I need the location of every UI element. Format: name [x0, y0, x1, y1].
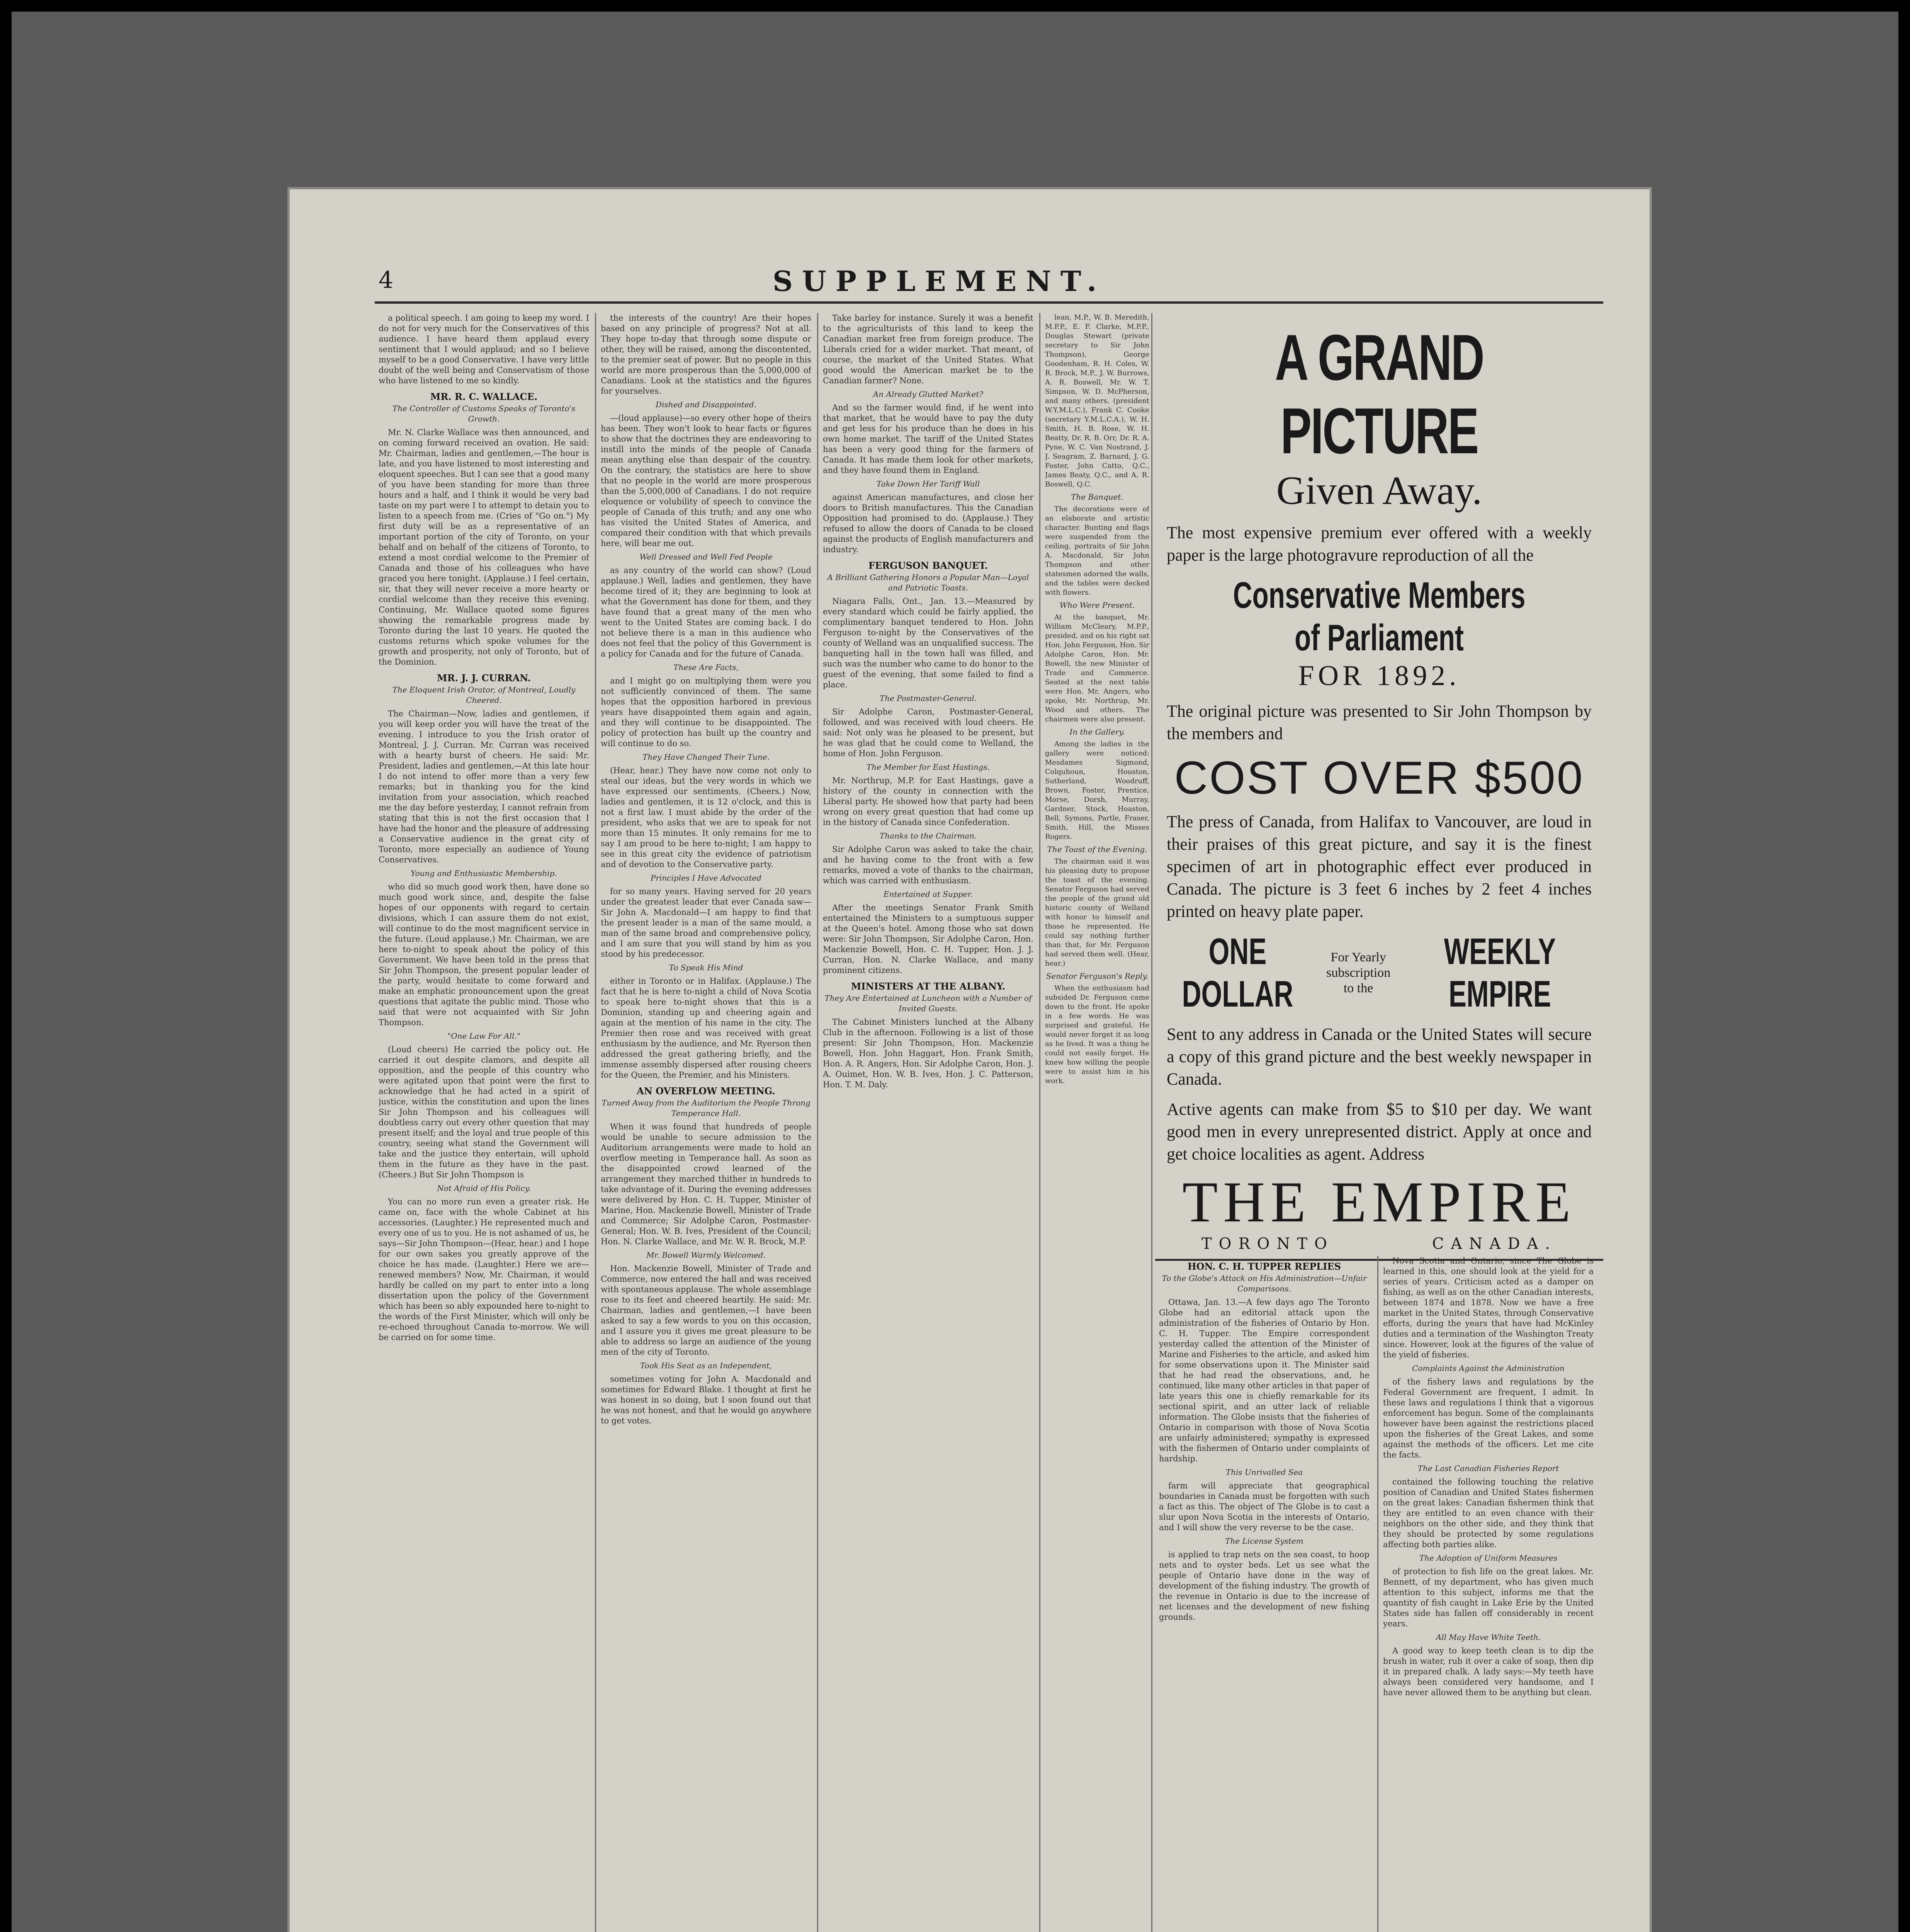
newspaper-page — [290, 189, 1650, 1932]
section-heading: MR. J. J. CURRAN. — [437, 672, 531, 684]
page-number: 4 — [379, 267, 394, 294]
ad-city: TORONTO — [1201, 1235, 1334, 1253]
column-2 — [601, 313, 811, 1932]
article-text: When the enthusiasm had subsided Dr. Ferguson came down to the front. He spoke in a few words. He was surprised and grateful. He would never forget it as long as he lived. It was a thing he could not easily forget. He knew how willing the people were to assist him in his work. — [1045, 984, 1149, 1085]
subheading: In the Gallery. — [1069, 727, 1125, 736]
ad-title: A GRAND PICTURE — [1275, 321, 1483, 467]
subheading: Thanks to the Chairman. — [879, 831, 977, 840]
subheading: Senator Ferguson's Reply. — [1046, 971, 1149, 981]
article-text: And so the farmer would find, if he went into that market, that he would have to pay the duty and get less for his produce than he does in his own home market. The tariff of the United States has been a very good thing for the farmers of Canada. It has made them look for other markets, and they have found them in England. — [823, 403, 1033, 475]
subheading: They Are Entertained at Luncheon with a Number of Invited Guests. — [824, 993, 1032, 1013]
ad-yearly: For Yearly subscription to the — [1326, 950, 1391, 995]
subheading: The Controller of Customs Speaks of Toronto's Growth. — [392, 404, 576, 423]
section-heading: AN OVERFLOW MEETING. — [637, 1085, 775, 1097]
article-text: the interests of the country! Are their hopes based on any principle of progress? Not at all. They hope to-day that through some dispute or other, they will be raised, among the discontented, to the premier seat of power. But no people in this world are more prosperous than the 5,000,000 of Canadians. Look at the statistics and the figures for yourselves. — [601, 313, 811, 396]
subheading: Entertained at Supper. — [883, 889, 973, 899]
article-text: of protection to fish life on the great lakes. Mr. Bennett, of my department, who has given much attention to this subject, informs me that the quantity of fish caught in Lake Erie by the United States side has fallen off considerably in recent years. — [1383, 1567, 1594, 1628]
article-text: The decorations were of an elaborate and artistic character. Bunting and flags were suspended from the ceiling, portraits of Sir John A. Macdonald, Sir John Thompson and other statesmen adorned the walls, and the tables were decked with flowers. — [1045, 505, 1149, 597]
article-text: When it was found that hundreds of people would be unable to secure admission to the Auditorium arrangements were made to hold an overflow meeting in Temperance hall. As soon as the disappointed crowd learned of the arrangement they marched thither in hundreds to take advantage of it. During the evening addresses were delivered by Hon. C. H. Tupper, Minister of Marine, Hon. Mackenzie Bowell, Minister of Trade and Commerce; Sir Adolphe Caron, Postmaster-General; Hon. W. B. Ives, President of the Council; Hon. N. Clarke Wallace, and Mr. W. R. Brock, M.P. — [601, 1122, 811, 1246]
subheading: This Unrivalled Sea — [1225, 1468, 1303, 1477]
article-text: for so many years. Having served for 20 years under the greatest leader that ever Canada saw—Sir John A. Macdonald—I am happy to find that the present leader is a man of the same mould, a man of the same broad and comprehensive policy, and I am sure that you will stand by him as you stood by his predecessor. — [601, 887, 811, 959]
subheading: Take Down Her Tariff Wall — [876, 479, 980, 488]
ad-empire-name: THE EMPIRE — [1182, 1170, 1576, 1234]
column-rule — [1377, 1256, 1378, 1932]
subheading: The Postmaster-General. — [879, 694, 977, 703]
subheading: The Adoption of Uniform Measures — [1419, 1553, 1558, 1563]
ad-country: CANADA. — [1432, 1235, 1557, 1253]
ad-year: FOR 1892. — [1298, 660, 1460, 692]
section-heading: FERGUSON BANQUET. — [868, 560, 988, 571]
article-text: (Loud cheers) He carried the policy out. He carried it out despite clamors, and despite all opposition, and the people of this country who were agitated upon that point were the first to acknowledge that he had acted in a spirit of justice, within the constitution and upon the lines Sir John Thompson and his colleagues will doubtless carry out every other question that may present itself; and the loyal and true people of this country, seeing what stand the Government will take and the justice they entertain, will uphold them in the future as they have in the past. (Cheers.) But Sir John Thompson is — [379, 1045, 589, 1179]
article-text: of the fishery laws and regulations by the Federal Government are frequent, I admit. In these laws and regulations I think that a vigorous enforcement has begun. Some of the complainants however have been against the restrictions placed upon the fisheries of the Great Lakes, and some against the methods of the officers. Let me cite the facts. — [1383, 1377, 1594, 1459]
header-rule — [375, 301, 1603, 304]
article-text: Nova Scotia and Ontario, since The Globe is learned in this, one should look at the yield for a series of years. Criticism acted as a damper on fishing, as well as on the other Canadian interests, between 1874 and 1878. Now we have a free market in the United States, through Conservative efforts, during the years that have had McKinley duties and a termination of the Washington Treaty since. However, look at the figures of the value of the yield of fisheries. — [1383, 1256, 1594, 1359]
column-3 — [823, 313, 1033, 1932]
article-text: Mr. Northrup, M.P. for East Hastings, gave a history of the county in connection with the Liberal party. He showed how that party had been wrong on every great question that had come up in the history of Canada since Confederation. — [823, 776, 1033, 827]
subheading: The Eloquent Irish Orator, of Montreal, Loudly Cheered. — [392, 685, 576, 705]
subheading: Not Afraid of His Policy. — [437, 1184, 531, 1193]
article-text: is applied to trap nets on the sea coast, to hoop nets and to oyster beds. Let us see what the people of Ontario have done in the way of development of the fishing industry. The growth of the revenue in Ontario is due to the increase of net licenses and the development of new fishing grounds. — [1159, 1550, 1370, 1622]
subheading: The Toast of the Evening. — [1047, 845, 1147, 854]
subheading: The Last Canadian Fisheries Report — [1417, 1464, 1559, 1473]
subheading: Young and Enthusiastic Membership. — [411, 869, 557, 878]
ad-subscription-row — [1155, 930, 1603, 1015]
subheading: They Have Changed Their Tune. — [642, 752, 770, 762]
article-text: Ottawa, Jan. 13.—A few days ago The Toronto Globe had an editorial attack upon the administration of the fisheries of Ontario by Hon. C. H. Tupper. The Empire correspondent yesterday called the attention of the Minister of Marine and Fisheries to the article, and asked him for some observations upon it. The Minister said that he had read the observations, and, he continued, like many other articles in that paper of late years this one is chiefly remarkable for its sectional spirit, and an utter lack of reliable information. The Globe insists that the fisheries of Ontario in comparison with those of Nova Scotia are unfairly administered; sympathy is expressed with the fishermen of Ontario under complaints of hardship. — [1159, 1298, 1370, 1463]
article-text: as any country of the world can show? (Loud applause.) Well, ladies and gentlemen, they have become tired of it; they are beginning to look at what the Government has done for them, and they have found that a great many of the men who went to the United States are coming back. I do not believe there is a man in this audience who does not feel that the policy of this Government is a policy for Canada and for the future of Canada. — [601, 566, 811, 658]
article-text: Take barley for instance. Surely it was a benefit to the agriculturists of this land to keep the Canadian market free from foreign produce. The Liberals cried for a wider market. That meant, of course, the market of the United States. What good would the American market be to the Canadian farmer? None. — [823, 313, 1033, 385]
article-text: Sir Adolphe Caron, Postmaster-General, followed, and was received with loud cheers. He said: Not only was he pleased to be present, but he was glad that he could come to Welland, the home of Hon. John Ferguson. — [823, 707, 1033, 758]
subheading: To the Globe's Attack on His Administration—Unfair Comparisons. — [1162, 1274, 1367, 1293]
article-text: lean, M.P., W. B. Meredith, M.P.P., E. F. Clarke, M.P.P., Douglas Stewart (private secretary to Sir John Thompson), George Goodenham, R. H. Coles, W. R. Brock, M.P., J. W. Burrows, A. R. Boswell, Mr. W. T. Simpson, W. D. McPherson, and many others. (president W.Y.M.L.C.), Frank C. Cooke (secretary Y.M.L.C.A.), W. H. Smith, H. B. Rose, W. H. Beatty, Dr. R. B. Orr, Dr. R. A. Pyne, W. C. Van Nostrand, J. J. Seagram, Z. Barnard, J. G. Foster, John Catto, Q.C., James Beaty, Q.C., and A. R. Boswell, Q.C. — [1045, 313, 1149, 488]
section-heading: MR. R. C. WALLACE. — [430, 391, 538, 402]
subheading: To Speak His Mind — [669, 963, 743, 972]
article-text: farm will appreciate that geographical boundaries in Canada must be forgotten with such a fact as this. The object of The Globe is to cast a slur upon Nova Scotia in the interests of Ontario, and I will show the very reverse to be the case. — [1159, 1481, 1370, 1532]
article-text: Niagara Falls, Ont., Jan. 13.—Measured by every standard which could be fairly applied, the complimentary banquet tendered to Hon. John Ferguson to-night by the Conservatives of the county of Welland was an unqualified success. The banqueting hall in the town hall was filled, and such was the number who came to do honor to the guest of the evening, that some failed to find a place. — [823, 597, 1033, 689]
article-text: The chairman said it was his pleasing duty to propose the toast of the evening. Senator Ferguson had served the people of the grand old historic county of Welland with honor to himself and those he represented. He could say nothing further than that, for Mr. Ferguson had served them well. (Hear, hear.) — [1045, 857, 1149, 968]
subheading: The Member for East Hastings. — [866, 762, 990, 772]
subheading: Took His Seat as an Independent, — [640, 1361, 772, 1370]
ad-text: The most expensive premium ever offered with a weekly paper is the large photogravure reproduction of all the — [1167, 523, 1592, 565]
subheading: Well Dressed and Well Fed People — [639, 552, 773, 561]
dark-background-board — [12, 12, 1898, 1932]
subheading: Turned Away from the Auditorium the People Throng Temperance Hall. — [602, 1098, 811, 1118]
column-rule — [817, 313, 818, 1932]
article-text: (Hear, hear.) They have now come not only to steal our ideas, but the very words in which we have expressed our sentiments. (Cheers.) Now, ladies and gentlemen, it is 12 o'clock, and this is not a first law. I must abide by the order of the president, who asks that we are to speak for not more than 15 minutes. It only remains for me to say I am proud to be here to-night; I am happy to see in this great city the evidence of patriotism and of devotion to the Conservative party. — [601, 766, 811, 869]
subheading: Who Were Present. — [1059, 600, 1135, 610]
ad-text: The original picture was presented to Sir John Thompson by the members and — [1167, 702, 1592, 743]
subheading: Dished and Disappointed. — [655, 400, 757, 409]
article-text: and I might go on multiplying them were you not sufficiently convinced of them. The same hopes that the opposition harbored in previous years have disappointed them again and again, and they will continue to be disappointed. The policy of protection has built up the country and will continue to do so. — [601, 676, 811, 748]
column-rule — [595, 313, 596, 1932]
article-text: Hon. Mackenzie Bowell, Minister of Trade and Commerce, now entered the hall and was received with spontaneous applause. The whole assemblage rose to its feet and cheered heartily. He said: Mr. Chairman, ladies and gentlemen,—I have been asked to say a few words to you on this occasion, and I assure you it gives me great pleasure to be able to address so large an audience of the young men of the city of Toronto. — [601, 1264, 811, 1357]
column-rule — [1151, 313, 1152, 1932]
article-text: The Cabinet Ministers lunched at the Albany Club in the afternoon. Following is a list of those present: Sir John Thompson, Hon. Mackenzie Bowell, Hon. John Haggart, Hon. Frank Smith, Hon. A. R. Angers, Hon. Sir Adolphe Caron, Hon. J. A. Ouimet, Hon. W. B. Ives, Hon. J. C. Patterson, Hon. T. M. Daly. — [823, 1017, 1033, 1089]
subheading: A Brilliant Gathering Honors a Popular Man—Loyal and Patriotic Toasts. — [827, 573, 1029, 592]
article-text: —(loud applause)—so every other hope of theirs has been. They won't look to hear facts or figures to show that the doctrines they are endeavoring to instill into the minds of the people of Canada mean anything else than despair of the country. On the contrary, the statistics are here to show that no people in the world are more prosperous than the 5,000,000 of Canadians. I do not require eloquence or volubility of speech to convince the people of Canada of this truth; and any one who has visited the United States of America, and compared their condition with that which prevails here, will bear me out. — [601, 413, 811, 548]
article-text: sometimes voting for John A. Macdonald and sometimes for Edward Blake. I thought at first he was honest in so doing, but I soon found out that he was not honest, and that he would go anywhere to get votes. — [601, 1374, 811, 1425]
empire-advertisement — [1155, 313, 1603, 1253]
subheading: Mr. Bowell Warmly Welcomed. — [646, 1250, 766, 1260]
section-heading: HON. C. H. TUPPER REPLIES — [1188, 1261, 1341, 1272]
subheading: These Are Facts, — [673, 663, 739, 672]
article-text: a political speech. I am going to keep my word. I do not for very much for the Conservatives of this audience. I have heard them applaud every sentiment that I would applaud; and so I believe myself to be a good Conservative. I have very little doubt of the well being and Conservatism of those who have listened to me so kindly. — [379, 313, 589, 385]
column-5 — [1159, 1256, 1370, 1932]
article-text: contained the following touching the relative position of Canadian and United States fishermen on the great lakes: Canadian fishermen think that they are entitled to an even chance with their neighbors on the other side, and they think that they should be protected by some regulations affecting both parties alike. — [1383, 1477, 1594, 1549]
subheading: Principles I Have Advocated — [650, 873, 762, 883]
article-text: A good way to keep teeth clean is to dip the brush in water, rub it over a cake of soap, then dip it in prepared chalk. A lady says:—My teeth have always been considered very handsome, and I have never allowed them to be anything but clean. — [1383, 1646, 1594, 1697]
column-4 — [1045, 313, 1149, 1932]
article-text: After the meetings Senator Frank Smith entertained the Ministers to a sumptuous supper at the Queen's hotel. Among those who sat down were: Sir John Thompson, Sir Adolphe Caron, Hon. Mackenzie Bowell, Hon. C. H. Tupper, Hon. J. J. Curran, Hon. N. Clarke Wallace, and many prominent citizens. — [823, 903, 1033, 975]
ad-dollar: ONE DOLLAR — [1182, 931, 1293, 1015]
subheading: Complaints Against the Administration — [1412, 1364, 1565, 1373]
masthead: SUPPLEMENT. — [773, 265, 1106, 298]
ad-cost: COST OVER $500 — [1174, 752, 1584, 804]
article-text: Among the ladies in the gallery were noticed: Mesdames Sigmond, Colquhoun, Houston, Sutherland, Woodruff, Brown, Foster, Prentice, Morse, Dorsh, Murray, Gardner, Stock, Hoaston, Bell, Symons, Partle, Fraser, Smith, Hill, the Misses Rogers. — [1045, 740, 1149, 841]
article-text: either in Toronto or in Halifax. (Applause.) The fact that he is here to-night a child of Nova Scotia to speak here to-night shows that this is a Dominion, standing up and cheering again and again at the mention of his name in the city. The Premier then rose and was received with great enthusiasm by the audience, and Mr. Ryerson then addressed the great gathering briefly, and the immense assembly dispersed after rousing cheers for the Queen, the Premier, and his Ministers. — [601, 976, 811, 1080]
ad-text: The press of Canada, from Halifax to Vancouver, are loud in their praises of this great picture, and say it is the finest specimen of art in photographic effect ever produced in Canada. The picture is 3 feet 6 inches by 2 feet 4 inches printed on heavy plate paper. — [1167, 812, 1592, 921]
article-text: At the banquet, Mr. William McCleary, M.P.P., presided, and on his right sat Hon. John Ferguson, Hon. Sir Adolphe Caron, Hon. Mr. Bowell, the new Minister of Trade and Commerce. Seated at the next table were Hon. Mr. Angers, who spoke, Mr. Northrup, Mr. Wood and others. The chairmen were also present. — [1045, 613, 1149, 723]
article-text: You can no more run even a greater risk. He came on, face with the whole Cabinet at his accessories. (Laughter.) He represented much and every one of us to you. He is not ashamed of us, he says—Sir John Thompson—(Hear, hear.) and I hope for our own sakes you greatly approve of the choice he has made. (Laughter.) Here we are—renewed members? Now, Mr. Chairman, it would hardly be called on my part to enter into a long dissertation upon the policy of the Government which has been so ably expounded here to-night to the words of the First Minister, which will only be re-echoed throughout Canada to-morrow. We will be carried on for some time. — [379, 1197, 589, 1342]
column-rule — [1039, 313, 1040, 1932]
ad-subtitle: Given Away. — [1276, 468, 1482, 513]
ad-text: Sent to any address in Canada or the United States will secure a copy of this grand picture and the best weekly newspaper in Canada. — [1167, 1025, 1592, 1088]
subheading: The License System — [1225, 1536, 1303, 1546]
article-text: Sir Adolphe Caron was asked to take the chair, and he having come to the front with a few remarks, moved a vote of thanks to the chairman, which was carried with enthusiasm. — [823, 845, 1033, 885]
article-text: against American manufactures, and close her doors to British manufactures. This the Canadian Opposition had promised to do. (Applause.) They refused to allow the doors of Canada to be closed against the products of English manufacturers and industry. — [823, 493, 1033, 554]
ad-weekly-empire: WEEKLY EMPIRE — [1444, 931, 1556, 1015]
subheading: "One Law For All." — [447, 1031, 520, 1041]
column-6 — [1383, 1256, 1594, 1932]
subheading: An Already Glutted Market? — [873, 389, 984, 399]
subheading: The Banquet. — [1071, 492, 1123, 502]
article-text: The Chairman—Now, ladies and gentlemen, if you will keep order you will have the treat of the evening. I introduce to you the Irish orator of Montreal, J. J. Curran. Mr. Curran was received with a hearty burst of cheers. He said: Mr. President, ladies and gentlemen,—At this late hour I do not intend to offer more than a very few remarks; but in thanking you for the kind invitation from your association, which reached me the day before yesterday, I cannot refrain from stating that this is not the first occasion that I have had the honor and the pleasure of addressing a Conservative audience in the great city of Toronto, more especially an audience of Young Conservatives. — [379, 709, 589, 864]
ad-text: Active agents can make from $5 to $10 per day. We want good men in every unrepresented district. Apply at once and get choice localities as agent. Address — [1167, 1100, 1592, 1163]
article-text: who did so much good work then, have done so much good work since, and, despite the false hopes of our opponents with regard to certain divisions, which I can assure them do not exist, will continue to do the most magnificent service in the future. (Loud applause.) Mr. Chairman, we are here to-night to speak about the policy of this Government. We have been told in the press that Sir John Thompson, the present popular leader of the party, would hesitate to come forward and make an emphatic pronouncement upon the great questions that agitate the public mind. Those who said that were not acquainted with Sir John Thompson. — [379, 882, 589, 1027]
section-heading: MINISTERS AT THE ALBANY. — [851, 981, 1006, 992]
ad-members-heading: Conservative Members of Parliament — [1233, 575, 1526, 658]
column-1 — [379, 313, 589, 1932]
article-text: Mr. N. Clarke Wallace was then announced, and on coming forward received an ovation. He said: Mr. Chairman, ladies and gentlemen,—The hour is late, and you have listened to most interesting and eloquent speeches. But I can see that a good many of you have been standing for more than three hours and a half, and I think it would be very bad taste on my part were I to attempt to detain you to listen to a speech from me. (Cries of "Go on.") My first duty will be as a representative of an important portion of the city of Toronto, on your behalf and on behalf of the citizens of Toronto, to extend a most cordial welcome to the Premier of Canada and those of his colleagues who have graced you here tonight. (Applause.) I feel certain, sir, that they will never receive a more hearty or cordial welcome than they receive this evening. Continuing, Mr. Wallace quoted some figures showing the remarkable progress made by Toronto during the last 10 years. He quoted the customs returns which spoke volumes for the growth and prosperity, not only of Toronto, but of the Dominion. — [379, 428, 589, 667]
ad-address — [1201, 1235, 1557, 1253]
subheading: All May Have White Teeth. — [1436, 1633, 1541, 1642]
